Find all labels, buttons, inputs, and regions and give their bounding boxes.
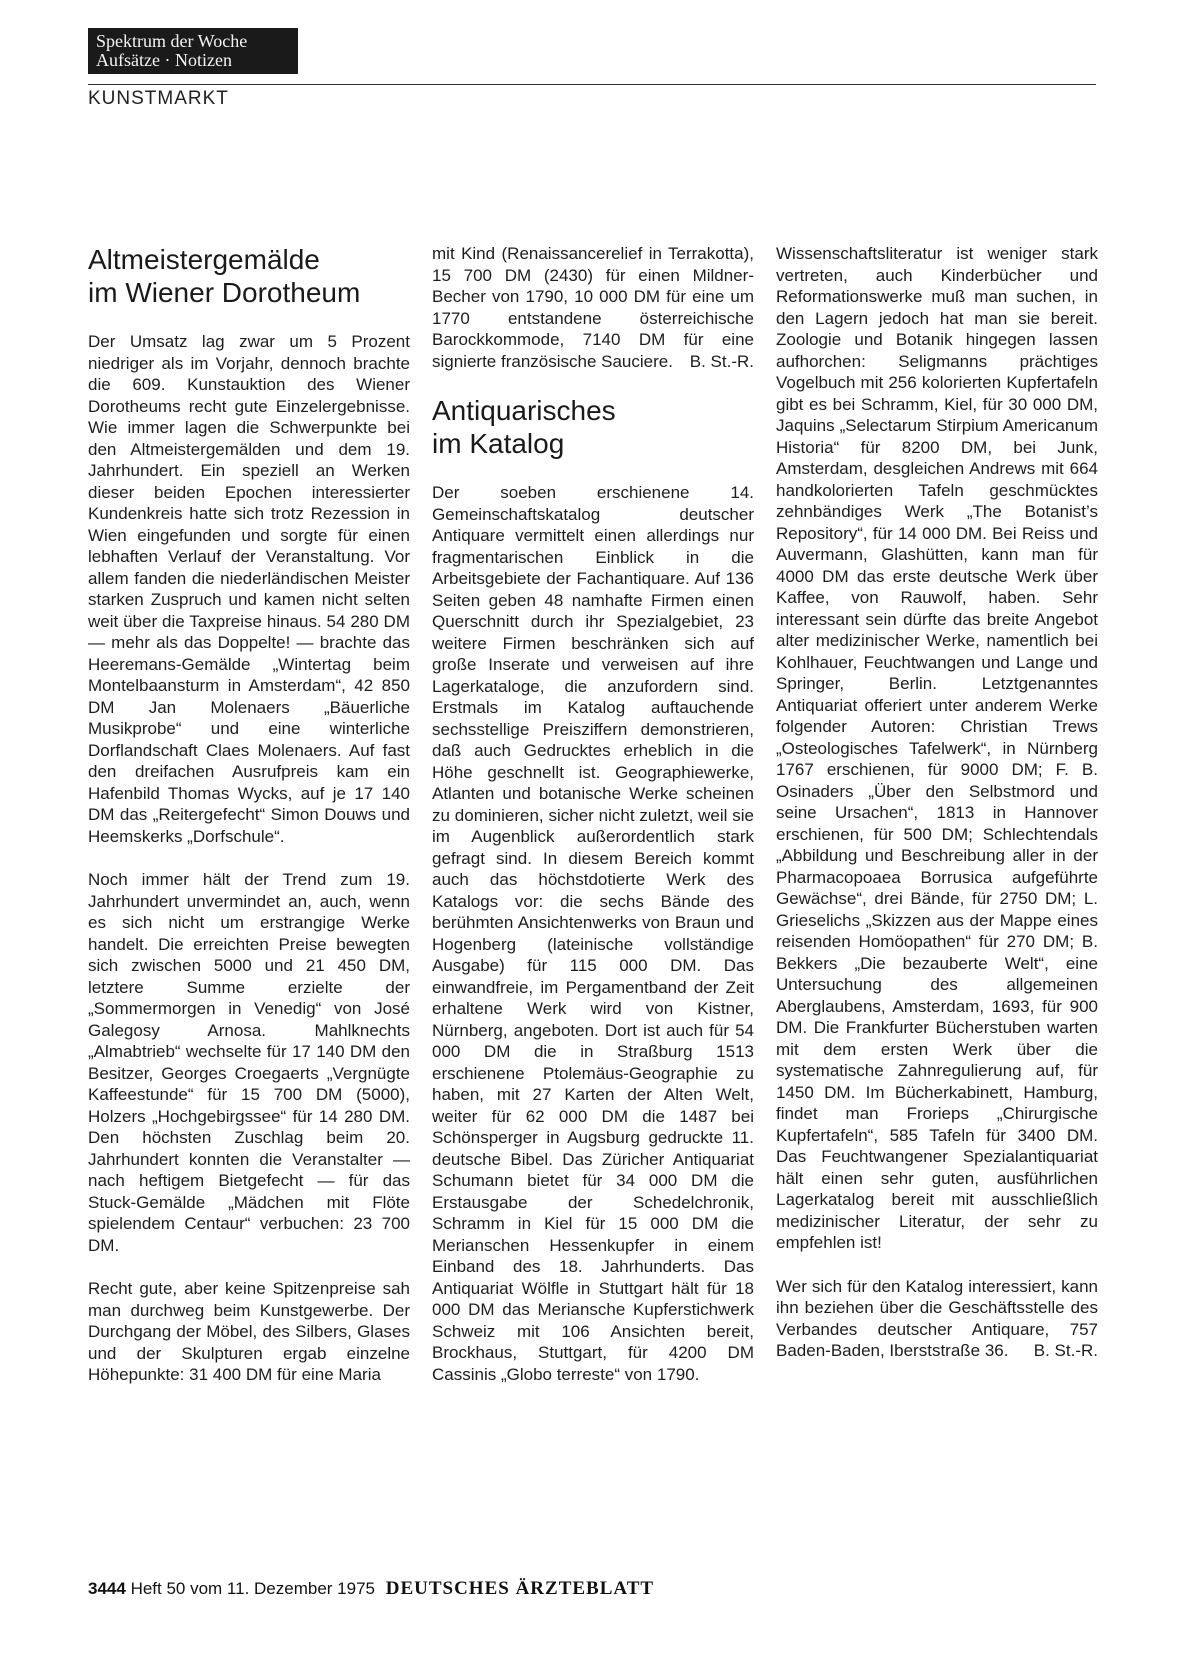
article2-title-line2: im Katalog [432, 428, 565, 459]
article2-paragraph-3 [776, 1276, 1098, 1362]
column-1 [88, 243, 410, 1386]
page-number: 3444 [88, 1579, 126, 1598]
article2-title-line1: Antiquarisches [432, 395, 616, 426]
page-footer [88, 1578, 654, 1600]
rubric-line-1: Spektrum der Woche [96, 31, 248, 51]
header-rule [88, 84, 1096, 85]
article2-title [432, 394, 754, 460]
article1-title-line2: im Wiener Dorotheum [88, 277, 361, 308]
rubric-line-2: Aufsätze · Notizen [96, 50, 232, 70]
article1-paragraph-4 [432, 243, 754, 372]
column-3 [776, 243, 1098, 1362]
article1-paragraph-4-text: mit Kind (Renaissancerelief in Terrakotta), 15 700 DM (2430) für einen Mildner-Becher von 1790, 10 000 DM für eine um 1770 entstandene österreichische Barockkommode, 7140 DM für eine signierte französische Sauciere. [432, 244, 754, 371]
article1-paragraph-1: Der Umsatz lag zwar um 5 Prozent niedriger als im Vorjahr, dennoch brachte die 609. Kunstauktion des Wiener Dorotheums recht gute Einzelergebnisse. Wie immer lagen die Schwerpunkte bei den Altmeistergemälden und dem 19. Jahrhundert. Ein speziell an Werken dieser beiden Epochen interessierter Kundenkreis hatte sich trotz Rezession in Wien eingefunden und sorgte für einen lebhaften Verlauf der Veranstaltung. Vor allem fanden die niederländischen Meister starken Zuspruch und kamen nicht selten weit über die Taxpreise hinaus. 54 280 DM — mehr als das Doppelte! — brachte das Heeremans-Gemälde „Wintertag beim Montelbaansturm in Amsterdam“, 42 850 DM Jan Molenaers „Bäuerliche Musikprobe“ und eine winterliche Dorflandschaft Claes Molenaers. Auf fast den dreifachen Ausrufpreis kam ein Hafenbild Thomas Wycks, auf je 17 140 DM das „Reitergefecht“ Simon Douws und Heemskerks „Dorfschule“. [88, 332, 410, 846]
section-label: KUNSTMARKT [88, 88, 229, 109]
column-2 [432, 243, 754, 1385]
journal-name: DEUTSCHES ÄRZTEBLATT [385, 1578, 655, 1599]
article2-paragraph-2: Wissenschaftsliteratur ist weniger stark vertreten, auch Kinderbücher und Reformationswerke muß man suchen, in den Lagern jedoch hat man sie bereit. Zoologie und Botanik hingegen lassen aufhorchen: Seligmanns prächtiges Vogelbuch mit 256 kolorierten Kupfertafeln gibt es bei Schramm, Kiel, für 30 000 DM, Jaquins „Selectarum Stirpium Americanum Historia“ für 8200 DM, bei Junk, Amsterdam, desgleichen Andrews mit 664 handkolorierten Tafeln geschmücktes zehnbändiges Werk „The Botanist’s Repository“, für 14 000 DM. Bei Reiss und Auvermann, Glashütten, kann man für 4000 DM das erste deutsche Werk über Kaffee, von Rauwolf, haben. Sehr interessant sein dürfte das breite Angebot alter medizinischer Werke, namentlich bei Kohlhauer, Feuchtwangen und Lange und Springer, Berlin. Letztgenanntes Antiquariat offeriert unter anderem Werke folgender Autoren: Christian Trews „Osteologisches Tafelwerk“, in Nürnberg 1767 erschienen, für 9000 DM; F. B. Osinaders „Über den Selbstmord und seine Ursachen“, 1813 in Hannover erschienen, für 500 DM; Schlechtendals „Abbildung und Beschreibung aller in der Pharmacopoaea Borrusica aufgeführte Gewächse“, drei Bände, für 2750 DM; L. Grieselichs „Skizzen aus der Mappe eines reisenden Homöopathen“ für 270 DM; B. Bekkers „Die bezauberte Welt“, eine Untersuchung des allgemeinen Aberglaubens, Amsterdam, 1693, für 900 DM. Die Frankfurter Bücherstuben warten mit dem ersten Werk über die systematische Zahnregulierung auf, für 1450 DM. Im Bücherkabinett, Hamburg, findet man Frorieps „Chirurgische Kupfertafeln“, 585 Tafeln für 3400 DM. Das Feuchtwangener Spezialantiquariat hält einen sehr guten, ausführlichen Lagerkatalog bereit mit ausschließlich medizinischer Literatur, der sehr zu empfehlen ist! [776, 244, 1098, 1252]
rubric-box [88, 28, 298, 74]
article2-paragraph-3-text: Wer sich für den Katalog interessiert, kann ihn beziehen über die Geschäftsstelle des Verbandes deutscher Antiquare, 757 Baden-Baden, Iberststraße 36. [776, 1276, 1098, 1360]
article2-paragraph-1: Der soeben erschienene 14. Gemeinschaftskatalog deutscher Antiquare vermittelt einen allerdings nur fragmentarischen Einblick in die Arbeitsgebiete der Fachantiquare. Auf 136 Seiten geben 48 namhafte Firmen einen Querschnitt durch ihr Spezialgebiet, 23 weitere Firmen beschränken sich auf große Inserate und verweisen auf ihre Lagerkataloge, die anzufordern sind. Erstmals im Katalog auftauchende sechsstellige Preisziffern demonstrieren, daß auch Gedrucktes erheblich in die Höhe geschnellt ist. Geographiewerke, Atlanten und botanische Werke scheinen zu dominieren, sicher nicht zuletzt, weil sie im Augenblick außerordentlich stark gefragt sind. In diesem Bereich kommt auch das höchstdotierte Werk des Katalogs vor: die sechs Bände des berühmten Ansichtenwerks von Braun und Hogenberg (lateinische vollständige Ausgabe) für 115 000 DM. Das einwandfreie, im Pergamentband der Zeit erhaltene Werk wird von Kistner, Nürnberg, angeboten. Dort ist auch für 54 000 DM die in Straßburg 1513 erschienene Ptolemäus-Geographie zu haben, mit 27 Karten der Alten Welt, weiter für 62 000 DM die 1487 bei Schönsperger in Augsburg gedruckte 11. deutsche Bibel. Das Züricher Antiquariat Schumann bietet für 34 000 DM die Erstausgabe der Schedelchronik, Schramm in Kiel für 15 000 DM die Merianschen Hessenkupfer in einem Einband des 18. Jahrhunderts. Das Antiquariat Wölfle in Stuttgart hält für 18 000 DM das Meriansche Kupferstichwerk Schweiz mit 106 Ansichten bereit, Brockhaus, Stuttgart, für 4200 DM Cassinis „Globo terreste“ von 1790. [432, 483, 754, 1384]
article1-title-line1: Altmeistergemälde [88, 244, 320, 275]
article1-paragraph-3: Recht gute, aber keine Spitzenpreise sah man durchweg beim Kunstgewerbe. Der Durchgang der Möbel, des Silbers, Glases und der Skulpturen ergab einzelne Höhepunkte: 31 400 DM für eine Maria [88, 1279, 410, 1384]
article1-paragraph-2: Noch immer hält der Trend zum 19. Jahrhundert unvermindet an, auch, wenn es sich nicht um erstrangige Werke handelt. Die erreichten Preise bewegten sich zwischen 5000 und 21 450 DM, letztere Summe erzielte der „Sommermorgen in Venedig“ von José Galegosy Arnosa. Mahlknechts „Almabtrieb“ wechselte für 17 140 DM den Besitzer, Georges Croegaerts „Vergnügte Kaffeestunde“ für 15 700 DM (5000), Holzers „Hochgebirgssee“ für 14 280 DM. Den höchsten Zuschlag beim 20. Jahrhundert konnten die Veranstalter — nach heftigem Bietgefecht — für das Stuck-Gemälde „Mädchen mit Flöte spielendem Centaur“ verbuchen: 23 700 DM. [88, 870, 410, 1255]
article2-signature: B. St.-R. [1033, 1341, 1098, 1360]
issue-info: Heft 50 vom 11. Dezember 1975 [130, 1579, 375, 1598]
article1-title [88, 243, 410, 309]
article1-signature: B. St.-R. [689, 351, 754, 371]
